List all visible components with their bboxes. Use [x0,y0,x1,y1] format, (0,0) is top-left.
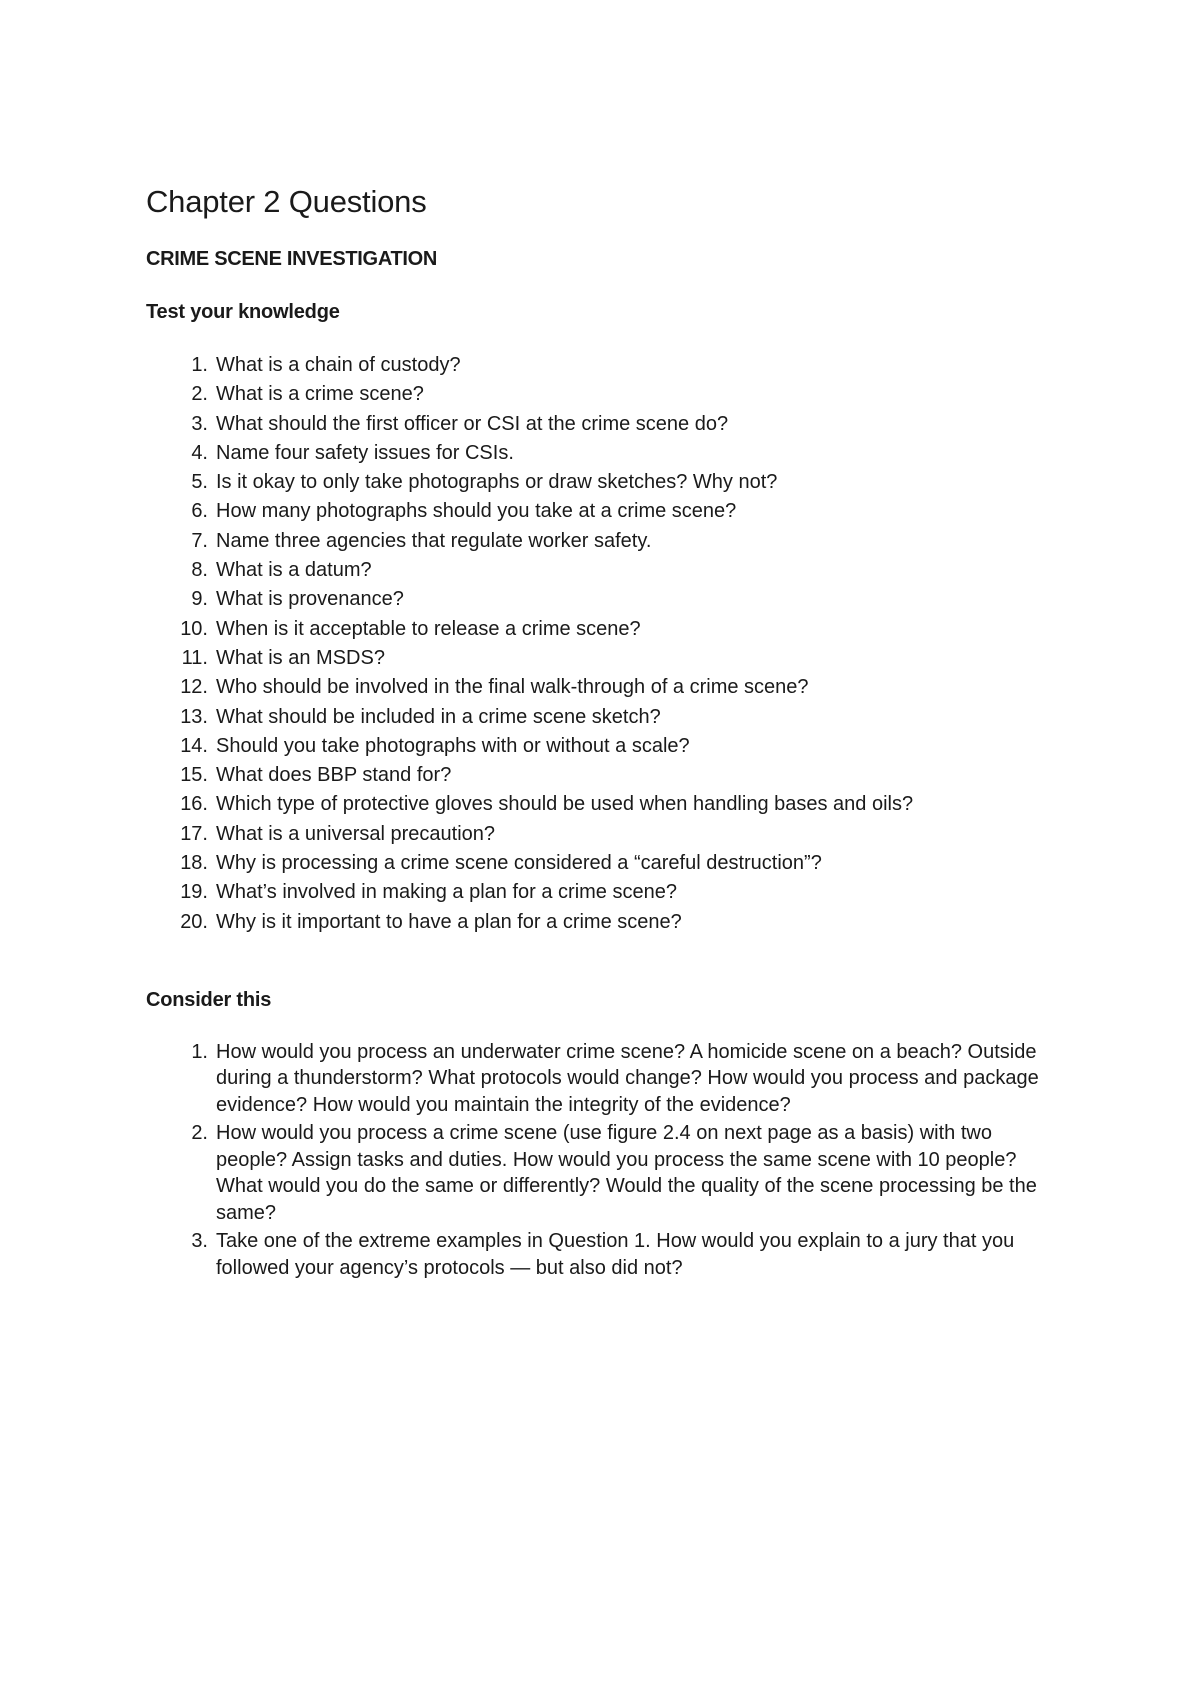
question-text: Is it okay to only take photographs or draw sketches? Why not? [216,471,778,494]
item-number: 15. [180,764,208,787]
question-text: What is a universal precaution? [216,822,496,845]
question-text: Why is processing a crime scene considered a “careful destruction”? [216,852,822,875]
item-number: 10. [180,617,208,640]
list-item [146,556,1066,585]
item-number: 17. [180,822,208,845]
list-item [146,673,1066,702]
list-item [146,1039,1066,1119]
item-number: 14. [180,734,208,757]
item-number: 8. [191,559,208,582]
question-text: Take one of the extreme examples in Question 1. How would you explain to a jury that you followed your agency’s protocols — but also did not? [216,1230,1015,1279]
item-number: 9. [191,588,208,611]
list-item [146,527,1066,556]
list-item [146,732,1066,761]
question-text: What is provenance? [216,588,404,611]
list-item [146,585,1066,614]
list-item [146,761,1066,790]
question-text: Who should be involved in the final walk-through of a crime scene? [216,676,809,699]
item-number: 16. [180,793,208,816]
list-item [146,351,1066,380]
list-item [146,849,1066,878]
question-text: What’s involved in making a plan for a crime scene? [216,881,677,904]
list-item [146,439,1066,468]
list-item [146,820,1066,849]
list-item [146,410,1066,439]
item-number: 6. [191,500,208,523]
test-your-knowledge-heading: Test your knowledge [146,301,340,323]
question-text: What is a datum? [216,559,372,582]
question-text: How many photographs should you take at a crime scene? [216,500,737,523]
question-text: How would you process a crime scene (use figure 2.4 on next page as a basis) with two people? Assign tasks and duties. How would you process the same scene with 10 people? What would you do the same or differently? Would the quality of the scene processing be the same? [216,1122,1037,1224]
item-number: 12. [180,676,208,699]
question-text: When is it acceptable to release a crime scene? [216,617,641,640]
consider-this-heading: Consider this [146,988,272,1011]
question-text: Which type of protective gloves should be used when handling bases and oils? [216,793,914,816]
section-heading: CRIME SCENE INVESTIGATION [146,248,438,270]
question-text: Name three agencies that regulate worker safety. [216,529,652,552]
list-item [146,380,1066,409]
list-item [146,1228,1066,1281]
list-item [146,468,1066,497]
list-item [146,644,1066,673]
item-number: 18. [180,852,208,875]
item-number: 19. [180,881,208,904]
list-item [146,908,1066,937]
question-text: What should be included in a crime scene sketch? [216,705,661,728]
item-number: 4. [191,441,208,464]
item-number: 1. [191,354,208,376]
item-number: 20. [180,910,208,933]
test-questions-list [146,351,1066,937]
item-number: 13. [180,705,208,728]
consider-questions-list [146,1039,1066,1282]
chapter-title: Chapter 2 Questions [146,184,427,219]
list-item [146,497,1066,526]
item-number: 1. [191,1040,208,1063]
question-text: What does BBP stand for? [216,764,452,787]
item-number: 3. [191,412,208,435]
item-number: 7. [191,529,208,552]
list-item [146,615,1066,644]
question-text: Why is it important to have a plan for a crime scene? [216,910,682,933]
document-content [146,182,1066,1283]
question-text: What is an MSDS? [216,646,385,669]
question-text: Name four safety issues for CSIs. [216,441,514,464]
item-number: 2. [191,383,208,406]
list-item [146,1120,1066,1226]
list-item [146,878,1066,907]
question-text: How would you process an underwater crime scene? A homicide scene on a beach? Outside during a thunderstorm? What protocols would change? How would you process and package evidence? How would you maintain the integrity of the evidence? [216,1040,1039,1116]
item-number: 3. [191,1230,208,1253]
list-item [146,703,1066,732]
item-number: 2. [191,1122,208,1145]
question-text: What is a crime scene? [216,383,424,406]
list-item [146,790,1066,819]
item-number: 5. [191,471,208,494]
question-text: What should the first officer or CSI at the crime scene do? [216,412,729,435]
question-text: Should you take photographs with or without a scale? [216,734,690,757]
question-text: What is a chain of custody? [216,354,461,376]
item-number: 11. [181,646,208,669]
